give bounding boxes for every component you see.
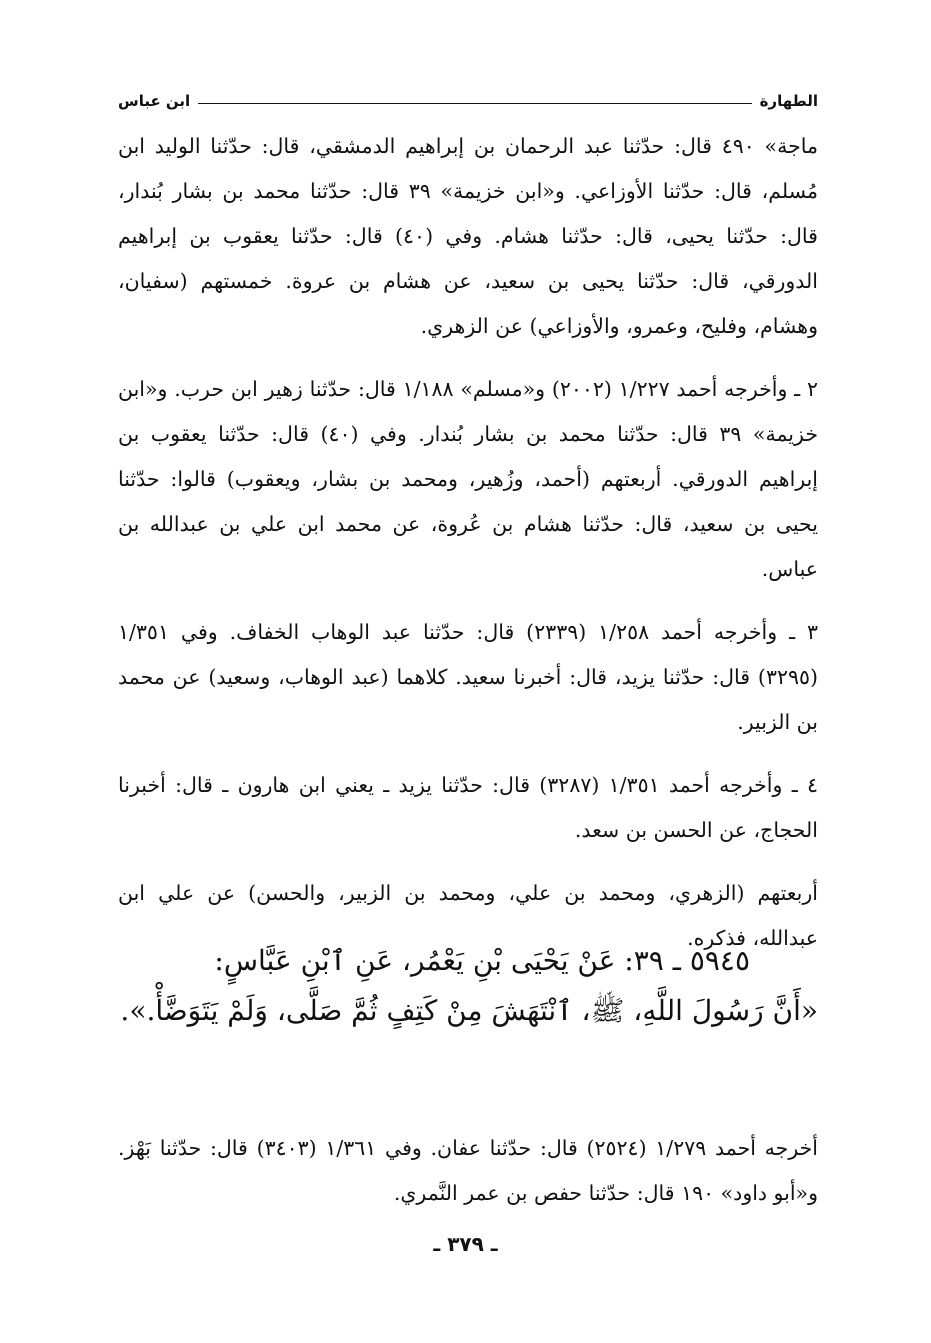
text-line: ابن مُسلم، قال: حدّثنا الأوزاعي. و«ابن خزيمة» ٣٩ قال: حدّثنا محمد بن بشار <box>118 134 818 203</box>
header-section-title: ابن عباس <box>118 92 191 110</box>
page-number: ـ ٣٧٩ ـ <box>433 1232 498 1256</box>
text-line: ٤ ـ وأخرجه أحمد ١/٣٥١ (٣٢٨٧) قال: حدّثنا يزيد ـ يعني ابن هارون ـ <box>222 773 819 797</box>
header-rule <box>198 103 751 104</box>
text-line: إبراهيم الدورقي، قال: حدّثنا يحيى بن سعيد، عن هشام بن عروة. خمستهم <box>118 224 818 293</box>
takhrij-block <box>118 1126 818 1216</box>
text-line: قال: أخبرنا الحجاج، عن الحسن بن سعد. <box>118 773 818 842</box>
text-line: الوهاب، وسعيد) عن محمد بن الزبير. <box>118 665 818 734</box>
hadith-block <box>118 936 818 1036</box>
text-line: ابن علي بن عبدالله بن عباس. <box>118 512 818 581</box>
paragraph-2 <box>118 367 818 592</box>
paragraph-1 <box>118 124 818 349</box>
hadith-text: «أَنَّ رَسُولَ اللَّهِ، ﷺ، ٱنْتَهَشَ مِنْ كَتِفٍ ثُمَّ صَلَّى، وَلَمْ يَتَوَضَّأْ.». <box>120 994 818 1027</box>
hadith-heading: ٥٩٤٥ ـ ٣٩: عَنْ يَحْيَى بْنِ يَعْمُر، عَنِ ٱبْنِ عَبَّاسٍ: <box>214 944 750 977</box>
text-line: ابن حرب. و«ابن خزيمة» ٣٩ قال: حدّثنا محمد بن بشار بُندار. وفي (٤٠) قال: <box>118 377 818 446</box>
paragraph-4 <box>118 763 818 853</box>
main-text <box>118 124 818 979</box>
text-line: قال: حدّثنا بَهْز. و«أبو داود» ١٩٠ قال: حدّثنا حفص بن عمر النَّمري. <box>118 1136 818 1205</box>
text-line: أخرجه أحمد ١/٢٧٩ (٢٥٢٤) قال: حدّثنا عفان. وفي ١/٣٦١ (٣٤٠٣) <box>256 1136 818 1160</box>
text-line: ويعقوب) قالوا: حدّثنا يحيى بن سعيد، قال: حدّثنا هشام بن عُروة، عن محمد <box>118 467 818 536</box>
text-line: ٢ ـ وأخرجه أحمد ١/٢٢٧ (٢٠٠٢) و«مسلم» ١/١٨٨ قال: حدّثنا زهير <box>264 377 818 401</box>
text-line: ٣ ـ وأخرجه أحمد ١/٢٥٨ (٢٣٣٩) قال: حدّثنا عبد الوهاب الخفاف. <box>229 620 819 644</box>
header-chapter-title: الطهارة <box>759 92 818 110</box>
text-line: (سفيان، وهشام، وفليح، وعمرو، والأوزاعي) عن الزهري. <box>118 269 818 338</box>
running-header <box>118 88 818 114</box>
text-line: حدّثنا يعقوب بن إبراهيم الدورقي. أربعتهم (أحمد، وزُهير، ومحمد بن بشار، <box>118 422 818 491</box>
text-line: بُندار، قال: حدّثنا يحيى، قال: حدّثنا هشام. وفي (٤٠) قال: حدّثنا يعقوب بن <box>118 179 818 248</box>
text-line: ابن عبدالله، فذكره. <box>118 881 818 950</box>
text-line: ماجة» ٤٩٠ قال: حدّثنا عبد الرحمان بن إبراهيم الدمشقي، قال: حدّثنا الوليد <box>154 134 818 158</box>
text-line: أربعتهم (الزهري، ومحمد بن علي، ومحمد بن الزبير، والحسن) عن علي <box>158 881 818 905</box>
text-line: وفي ١/٣٥١ (٣٢٩٥) قال: حدّثنا يزيد، قال: أخبرنا سعيد. كلاهما (عبد <box>118 620 818 689</box>
paragraph-3 <box>118 610 818 745</box>
